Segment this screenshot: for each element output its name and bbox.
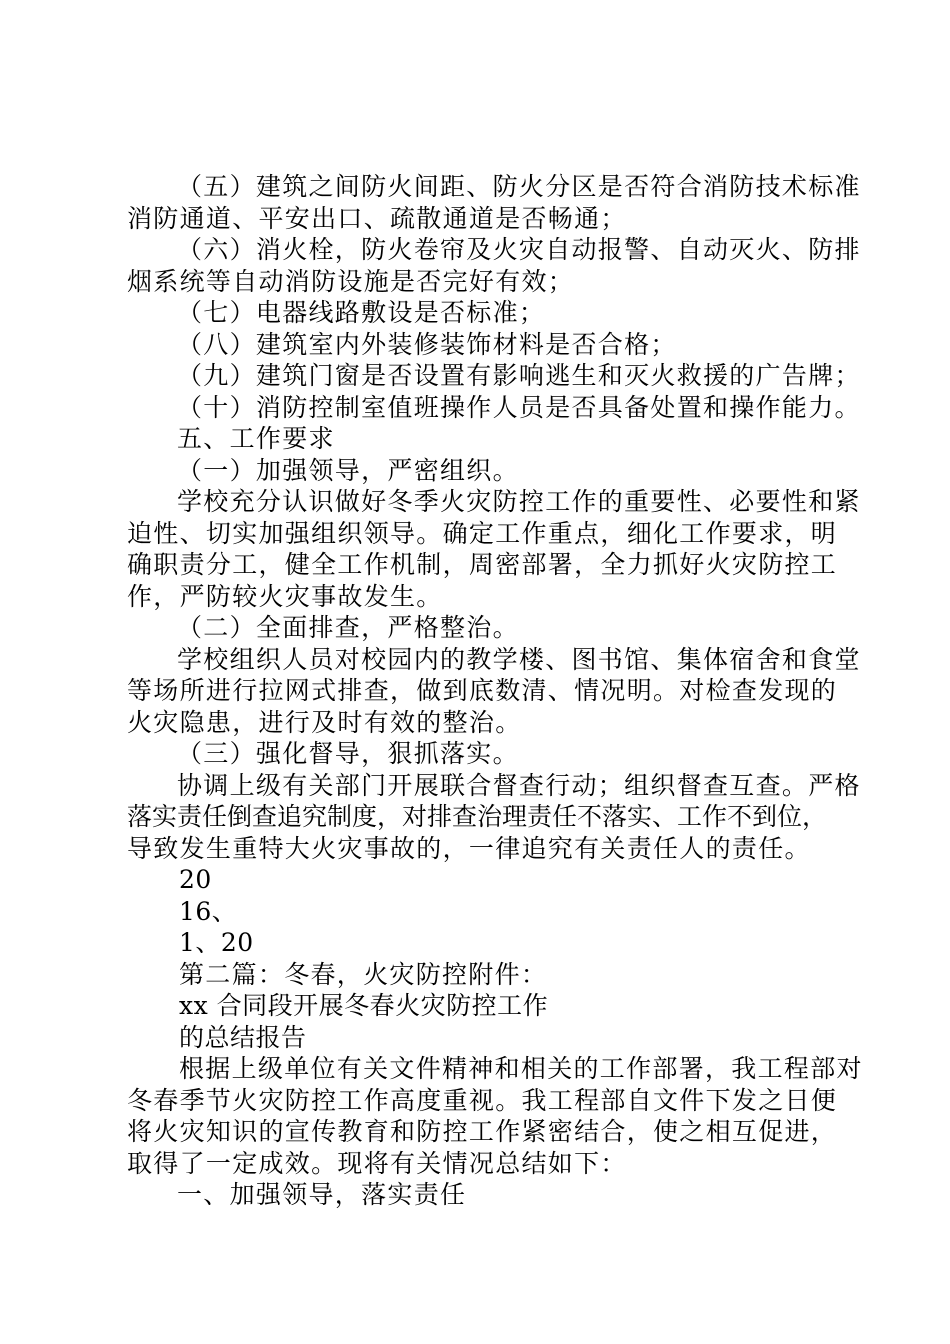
text-line: 等场所进行拉网式排查，做到底数清、情况明。对检查发现的: [127, 676, 838, 705]
section-heading: 五、工作要求: [177, 424, 335, 453]
text-line: 落实责任倒查追究制度，对排查治理责任不落实、工作不到位，: [127, 802, 828, 831]
subsection-heading: （三）强化督导，狠抓落实。: [177, 739, 519, 768]
date-fragment: 16、: [179, 896, 238, 926]
text-line: （七）电器线路敷设是否标准；: [177, 298, 546, 327]
text-line: 根据上级单位有关文件精神和相关的工作部署，我工程部对: [179, 1054, 863, 1083]
text-line: 消防通道、平安出口、疏散通道是否畅通；: [127, 203, 627, 233]
text-line: （九）建筑门窗是否设置有影响逃生和灭火救援的广告牌；: [177, 361, 861, 390]
text-line: （五）建筑之间防火间距、防火分区是否符合消防技术标准: [177, 172, 861, 201]
text-line: 迫性、切实加强组织领导。确定工作重点，细化工作要求，明: [127, 518, 838, 548]
text-line: 确职责分工，健全工作机制，周密部署，全力抓好火灾防控工: [127, 550, 838, 579]
text-line: 学校组织人员对校园内的教学楼、图书馆、集体宿舍和食堂: [177, 644, 861, 674]
section-heading: 一、加强领导，落实责任: [177, 1180, 467, 1209]
text-line: 火灾隐患，进行及时有效的整治。: [127, 707, 522, 737]
report-title: xx 合同段开展冬春火灾防控工作: [179, 991, 549, 1020]
document-body: [127, 171, 863, 1211]
date-fragment: 20: [179, 865, 212, 894]
text-line: 取得了一定成效。现将有关情况总结如下：: [127, 1148, 627, 1178]
text-line: 导致发生重特大火灾事故的，一律追究有关责任人的责任。: [127, 833, 811, 863]
text-line: 学校充分认识做好冬季火灾防控工作的重要性、必要性和紧: [177, 487, 861, 516]
text-line: （十）消防控制室值班操作人员是否具备处置和操作能力。: [177, 392, 861, 422]
text-line: 作，严防较火灾事故发生。: [127, 581, 443, 611]
report-title: 的总结报告: [179, 1022, 307, 1052]
text-line: 协调上级有关部门开展联合督查行动；组织督查互查。严格: [177, 770, 861, 800]
text-line: 冬春季节火灾防控工作高度重视。我工程部自文件下发之日便: [127, 1085, 838, 1115]
date-fragment: 1、20: [179, 928, 254, 957]
subsection-heading: （一）加强领导，严密组织。: [177, 455, 519, 485]
text-line: 将火灾知识的宣传教育和防控工作紧密结合，使之相互促进，: [127, 1117, 838, 1146]
chapter-heading: 第二篇：冬春，火灾防控附件：: [179, 959, 548, 989]
text-line: （六）消火栓，防火卷帘及火灾自动报警、自动灭火、防排: [177, 235, 861, 264]
text-line: 烟系统等自动消防设施是否完好有效；: [127, 266, 575, 296]
text-line: （八）建筑室内外装修装饰材料是否合格；: [177, 329, 677, 359]
subsection-heading: （二）全面排查，严格整治。: [177, 613, 519, 642]
